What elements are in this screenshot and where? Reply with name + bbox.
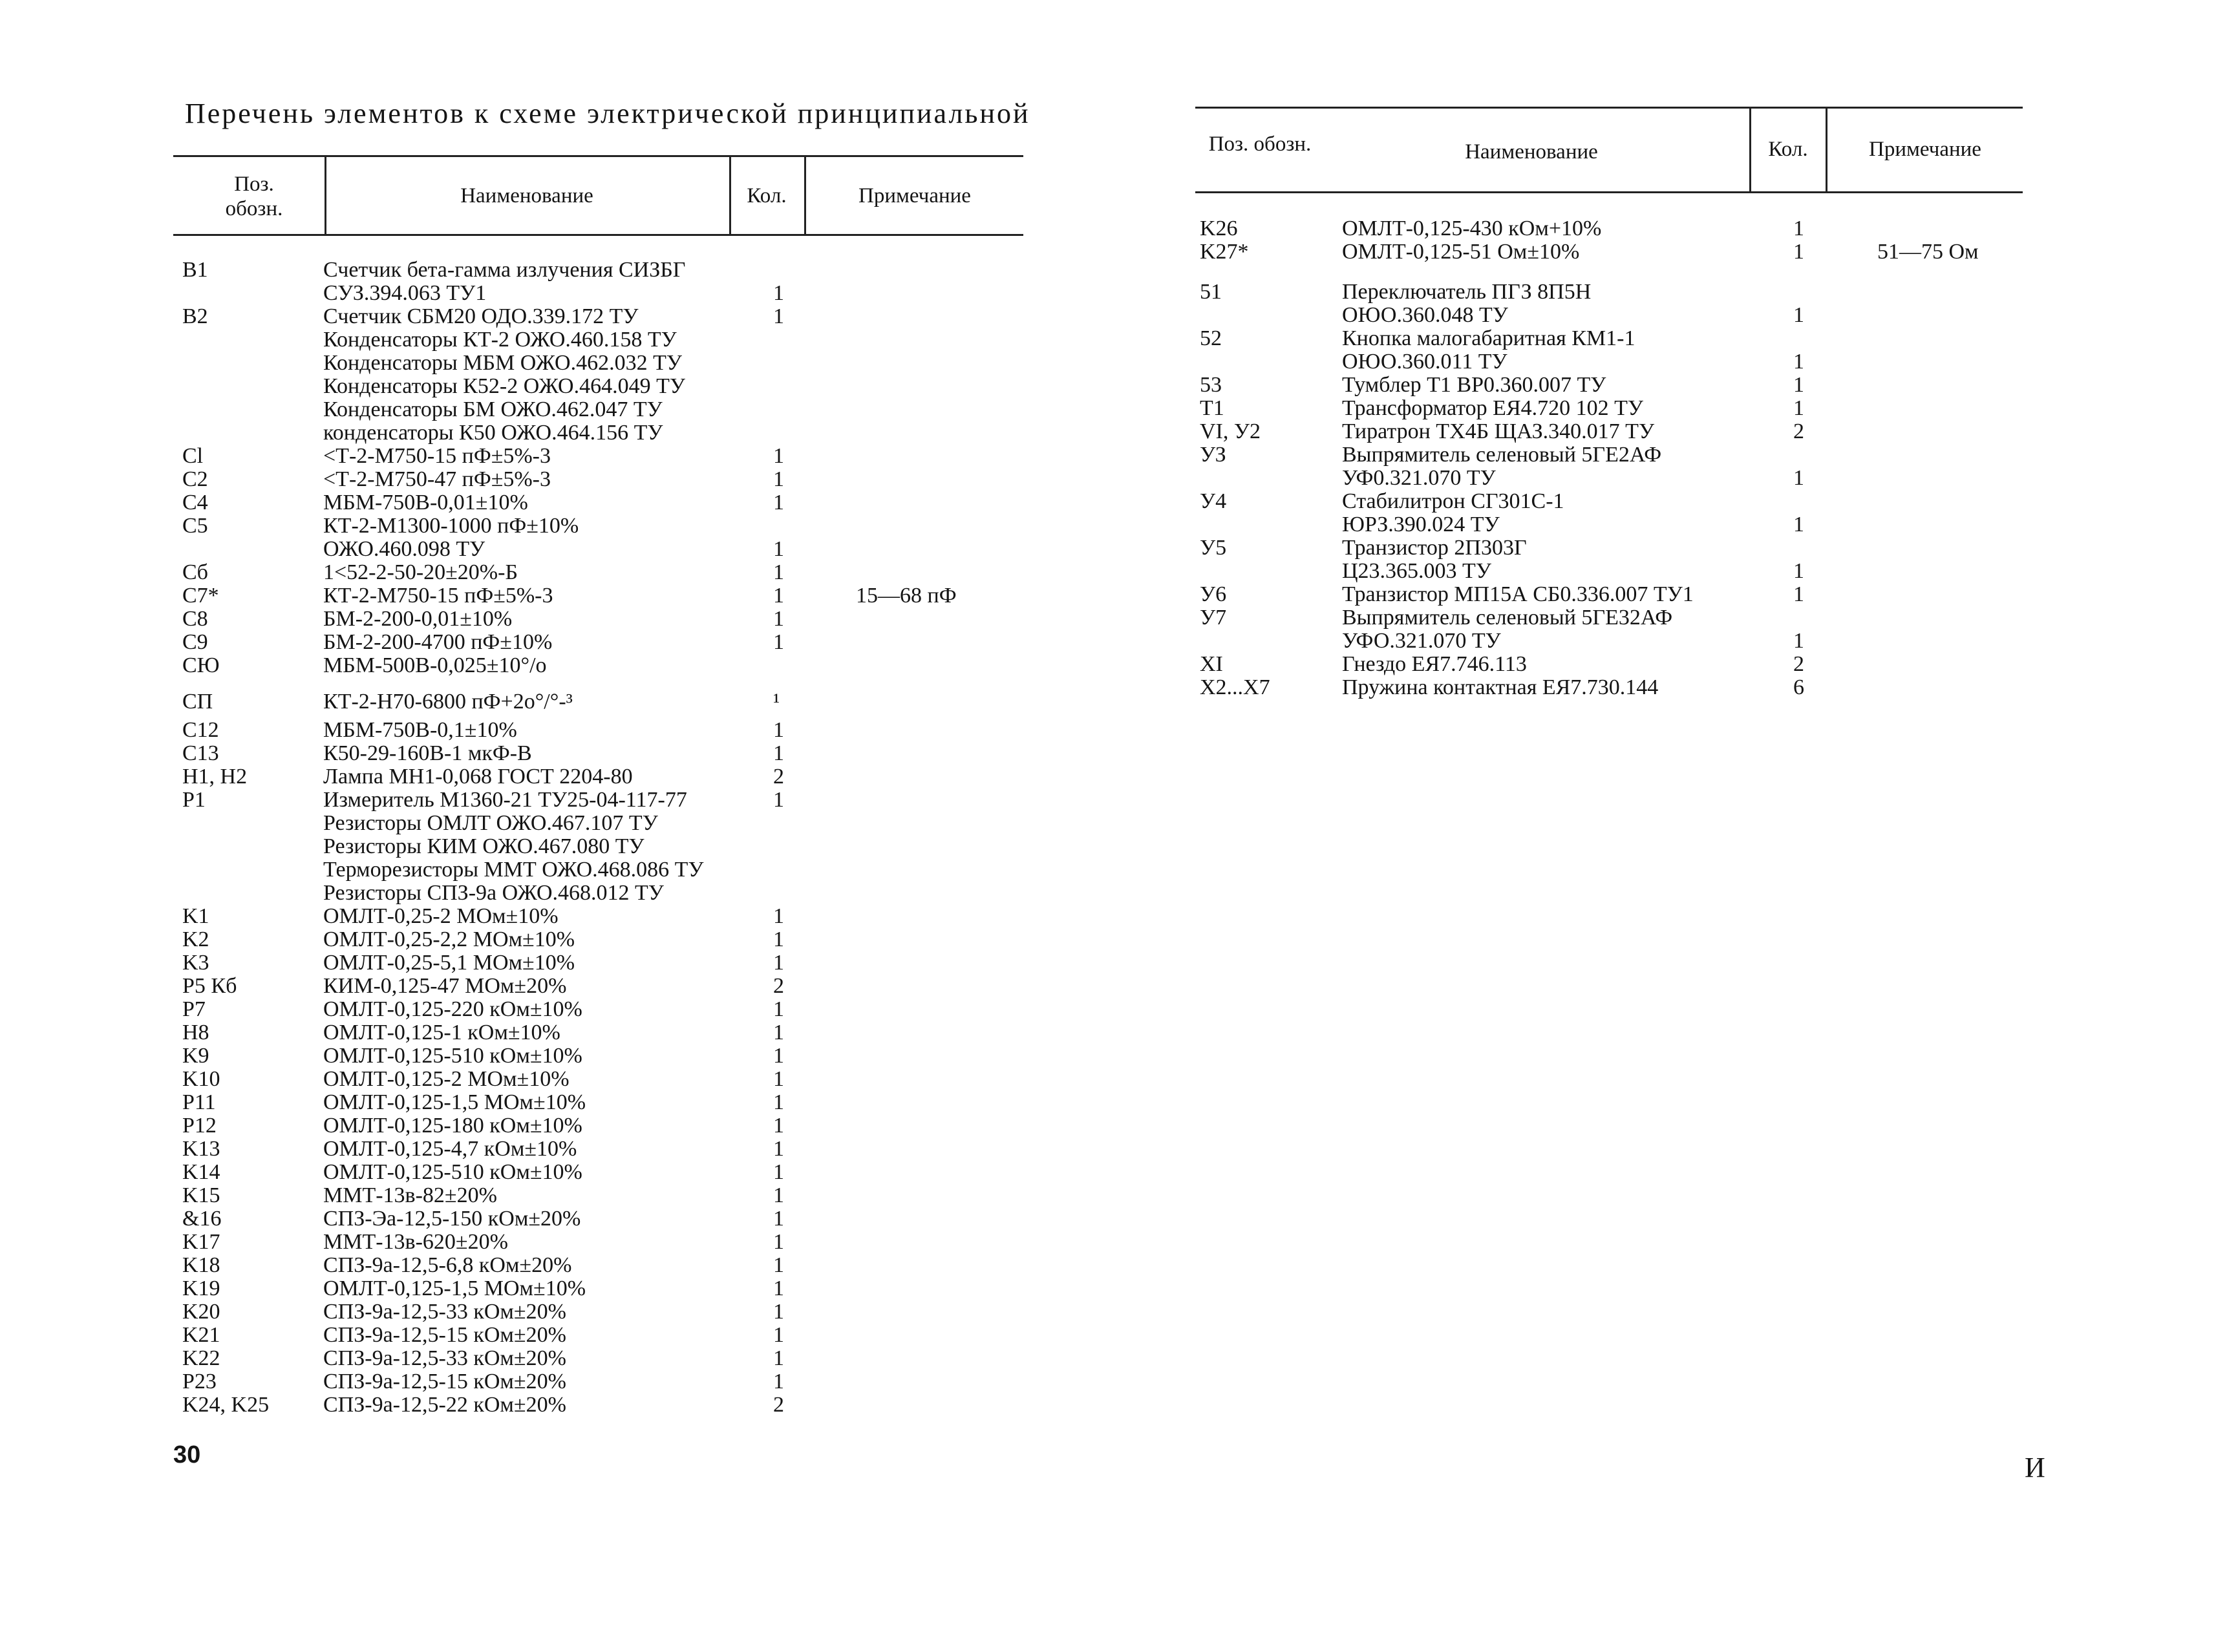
row-pos: H8 bbox=[182, 1021, 209, 1044]
row-qty: 1 bbox=[773, 788, 784, 812]
header-divider bbox=[1826, 107, 1827, 193]
row-name: Резисторы КИМ ОЖО.467.080 ТУ bbox=[323, 834, 645, 858]
header-pos: Поз. обозн. bbox=[1208, 132, 1312, 156]
row-pos: B2 bbox=[182, 304, 208, 328]
row-pos: K15 bbox=[182, 1183, 220, 1207]
row-pos: H1, H2 bbox=[182, 765, 248, 789]
row-name: Счетчик СБМ20 ОДО.339.172 ТУ bbox=[323, 304, 639, 328]
row-pos: K9 bbox=[182, 1044, 209, 1068]
row-qty: 1 bbox=[773, 951, 784, 975]
header-divider bbox=[804, 155, 806, 235]
row-name: Пружина контактная ЕЯ7.730.144 bbox=[1342, 675, 1659, 699]
row-name: КТ-2-Н70-6800 пФ+2о°/°-³ bbox=[323, 690, 573, 714]
row-name: МБМ-500В-0,025±10°/о bbox=[323, 653, 547, 677]
row-name: Тумблер Т1 ВР0.360.007 ТУ bbox=[1342, 373, 1606, 397]
row-pos: K1 bbox=[182, 904, 209, 928]
row-pos: C13 bbox=[182, 741, 219, 765]
row-pos: K3 bbox=[182, 951, 209, 975]
row-name: Выпрямитель селеновый 5ГЕ2АФ bbox=[1342, 443, 1662, 467]
row-name: ОЮО.360.048 ТУ bbox=[1342, 303, 1508, 327]
row-qty: 1 bbox=[773, 467, 784, 491]
row-name: Переключатель ПГЗ 8П5Н bbox=[1342, 280, 1592, 304]
row-pos: K21 bbox=[182, 1323, 220, 1347]
row-name: Выпрямитель селеновый 5ГЕ32АФ bbox=[1342, 606, 1673, 630]
row-pos: &16 bbox=[182, 1207, 222, 1231]
row-pos: K10 bbox=[182, 1067, 220, 1091]
row-qty: 1 bbox=[773, 1323, 784, 1347]
row-qty: 1 bbox=[773, 584, 784, 608]
row-pos: P11 bbox=[182, 1090, 216, 1114]
row-name: Кнопка малогабаритная КМ1-1 bbox=[1342, 326, 1635, 350]
row-name: ОМЛТ-0,125-430 кОм+10% bbox=[1342, 217, 1602, 240]
row-name: Транзистор МП15А СБ0.336.007 ТУ1 bbox=[1342, 582, 1694, 606]
document-title: Перечень элементов к схеме электрической принципиальной bbox=[185, 98, 1030, 129]
row-name: ОЮО.360.011 ТУ bbox=[1342, 350, 1508, 374]
row-pos: 52 bbox=[1200, 326, 1222, 350]
row-name: УФ0.321.070 ТУ bbox=[1342, 466, 1496, 490]
row-pos: XI bbox=[1200, 652, 1223, 676]
row-qty: 1 bbox=[773, 1044, 784, 1068]
row-name: БМ-2-200-4700 пФ±10% bbox=[323, 630, 553, 654]
row-qty: 1 bbox=[773, 1067, 784, 1091]
row-name: Трансформатор ЕЯ4.720 102 ТУ bbox=[1342, 396, 1643, 420]
row-pos: 51 bbox=[1200, 280, 1222, 304]
header-qty: Кол. bbox=[747, 184, 787, 207]
row-qty: 2 bbox=[1793, 652, 1804, 676]
row-pos: K22 bbox=[182, 1346, 220, 1370]
row-qty: 1 bbox=[773, 1230, 784, 1254]
row-qty: 1 bbox=[773, 444, 784, 468]
row-note: 15—68 пФ bbox=[856, 584, 957, 608]
header-note: Примечание bbox=[858, 184, 971, 207]
row-name: ММТ-13в-82±20% bbox=[323, 1183, 497, 1207]
row-pos: У4 bbox=[1200, 489, 1227, 513]
row-name: Стабилитрон СГ301С-1 bbox=[1342, 489, 1564, 513]
row-qty: 1 bbox=[1793, 350, 1804, 374]
row-pos: C12 bbox=[182, 718, 219, 742]
right-page bbox=[1108, 0, 2216, 1652]
row-pos: Cб bbox=[182, 560, 208, 584]
row-name: Счетчик бета-гамма излучения СИЗБГ bbox=[323, 258, 686, 282]
row-name: Гнездо ЕЯ7.746.113 bbox=[1342, 652, 1527, 676]
row-pos: K18 bbox=[182, 1253, 220, 1277]
row-name: ОМЛТ-0,125-4,7 кОм±10% bbox=[323, 1137, 577, 1161]
header-name: Наименование bbox=[460, 184, 593, 207]
row-name: <Т-2-М750-47 пФ±5%-3 bbox=[323, 467, 551, 491]
row-qty: 1 bbox=[1793, 396, 1804, 420]
row-pos: Cl bbox=[182, 444, 204, 468]
row-pos: K20 bbox=[182, 1300, 220, 1324]
row-name: Лампа МН1-0,068 ГОСТ 2204-80 bbox=[323, 765, 633, 789]
row-qty: 1 bbox=[1793, 513, 1804, 536]
corner-mark: И bbox=[2025, 1452, 2045, 1483]
row-pos: У5 bbox=[1200, 536, 1227, 560]
row-qty: 1 bbox=[773, 630, 784, 654]
row-qty: 1 bbox=[773, 1253, 784, 1277]
row-pos: C4 bbox=[182, 491, 208, 514]
row-pos: CП bbox=[182, 690, 213, 714]
row-name: Конденсаторы К52-2 ОЖО.464.049 ТУ bbox=[323, 374, 685, 398]
row-pos: K26 bbox=[1200, 217, 1238, 240]
row-qty: 1 bbox=[773, 281, 784, 305]
row-qty: 1 bbox=[773, 1346, 784, 1370]
row-qty: 1 bbox=[773, 904, 784, 928]
row-name: ОМЛТ-0,125-1,5 МОм±10% bbox=[323, 1090, 586, 1114]
row-name: <Т-2-М750-15 пФ±5%-3 bbox=[323, 444, 551, 468]
row-qty: 1 bbox=[773, 304, 784, 328]
row-name: ОМЛТ-0,125-51 Ом±10% bbox=[1342, 240, 1580, 264]
row-pos: B1 bbox=[182, 258, 208, 282]
row-name: ММТ-13в-620±20% bbox=[323, 1230, 508, 1254]
row-pos: K19 bbox=[182, 1276, 220, 1300]
row-name: ЮРЗ.390.024 ТУ bbox=[1342, 513, 1500, 536]
row-qty: 1 bbox=[773, 1276, 784, 1300]
row-name: Тиратрон ТХ4Б ЩАЗ.340.017 ТУ bbox=[1342, 419, 1655, 443]
row-name: СПЗ-9а-12,5-6,8 кОм±20% bbox=[323, 1253, 572, 1277]
row-pos: VI, У2 bbox=[1200, 419, 1261, 443]
row-pos: УЗ bbox=[1200, 443, 1226, 467]
row-name: СУЗ.394.063 ТУ1 bbox=[323, 281, 487, 305]
row-name: конденсаторы К50 ОЖО.464.156 ТУ bbox=[323, 421, 663, 445]
row-qty: 1 bbox=[1793, 559, 1804, 583]
row-name: ОЖО.460.098 ТУ bbox=[323, 537, 485, 561]
row-qty: 1 bbox=[773, 1160, 784, 1184]
row-name: Конденсаторы БМ ОЖО.462.047 ТУ bbox=[323, 397, 663, 421]
row-note: 51—75 Ом bbox=[1877, 240, 1979, 264]
row-qty: 1 bbox=[773, 1090, 784, 1114]
row-name: ОМЛТ-0,25-2,2 МОм±10% bbox=[323, 927, 575, 951]
row-name: Терморезисторы ММТ ОЖО.468.086 ТУ bbox=[323, 858, 704, 882]
row-qty: 1 bbox=[1793, 373, 1804, 397]
row-name: СПЗ-9а-12,5-33 кОм±20% bbox=[323, 1346, 566, 1370]
row-qty: 2 bbox=[773, 765, 784, 789]
row-name: СПЗ-9а-12,5-15 кОм±20% bbox=[323, 1370, 566, 1393]
row-pos: C2 bbox=[182, 467, 208, 491]
row-pos: K24, K25 bbox=[182, 1393, 270, 1417]
row-qty: ¹ bbox=[773, 690, 780, 714]
table-top-rule bbox=[1195, 107, 2023, 109]
row-pos: K13 bbox=[182, 1137, 220, 1161]
row-name: ОМЛТ-0,125-510 кОм±10% bbox=[323, 1044, 582, 1068]
row-name: Ц23.365.003 ТУ bbox=[1342, 559, 1491, 583]
row-qty: 6 bbox=[1793, 675, 1804, 699]
row-qty: 1 bbox=[773, 1021, 784, 1044]
row-pos: T1 bbox=[1200, 396, 1224, 420]
row-pos: P5 Кб bbox=[182, 974, 237, 998]
row-qty: 1 bbox=[1793, 303, 1804, 327]
row-qty: 2 bbox=[773, 1393, 784, 1417]
row-name: МБМ-750В-0,1±10% bbox=[323, 718, 517, 742]
row-pos: P23 bbox=[182, 1370, 217, 1393]
row-pos: P12 bbox=[182, 1114, 217, 1138]
header-qty: Кол. bbox=[1768, 138, 1808, 161]
header-divider bbox=[325, 155, 326, 235]
page-number: 30 bbox=[173, 1441, 201, 1468]
row-name: СПЗ-9а-12,5-33 кОм±20% bbox=[323, 1300, 566, 1324]
row-pos: C8 bbox=[182, 607, 208, 631]
row-name: ОМЛТ-0,125-1,5 МОм±10% bbox=[323, 1276, 586, 1300]
table-header-rule bbox=[173, 234, 1023, 236]
row-qty: 1 bbox=[773, 927, 784, 951]
row-name: 1<52-2-50-20±20%-Б bbox=[323, 560, 518, 584]
row-qty: 1 bbox=[1793, 582, 1804, 606]
row-name: ОМЛТ-0,125-220 кОм±10% bbox=[323, 997, 582, 1021]
row-name: Конденсаторы МБМ ОЖО.462.032 ТУ bbox=[323, 351, 682, 375]
row-pos: P1 bbox=[182, 788, 206, 812]
row-qty: 2 bbox=[773, 974, 784, 998]
row-pos: У7 bbox=[1200, 606, 1227, 630]
row-qty: 1 bbox=[773, 718, 784, 742]
row-name: ОМЛТ-0,125-2 МОм±10% bbox=[323, 1067, 570, 1091]
row-pos: P7 bbox=[182, 997, 206, 1021]
row-pos: 53 bbox=[1200, 373, 1222, 397]
row-qty: 1 bbox=[773, 560, 784, 584]
row-qty: 1 bbox=[773, 741, 784, 765]
row-qty: 1 bbox=[773, 1183, 784, 1207]
row-name: Конденсаторы КТ-2 ОЖО.460.158 ТУ bbox=[323, 328, 677, 352]
header-divider bbox=[1749, 107, 1751, 193]
row-pos: K17 bbox=[182, 1230, 220, 1254]
row-name: КТ-2-М1300-1000 пФ±10% bbox=[323, 514, 579, 538]
header-name: Наименование bbox=[1465, 140, 1598, 164]
row-qty: 1 bbox=[773, 1300, 784, 1324]
row-qty: 1 bbox=[773, 1137, 784, 1161]
table-top-rule bbox=[173, 155, 1023, 157]
row-pos: C9 bbox=[182, 630, 208, 654]
row-qty: 1 bbox=[773, 491, 784, 514]
row-qty: 1 bbox=[773, 537, 784, 561]
table-header-rule bbox=[1195, 191, 2023, 193]
row-pos: K2 bbox=[182, 927, 209, 951]
row-qty: 1 bbox=[773, 1370, 784, 1393]
row-qty: 1 bbox=[1793, 217, 1804, 240]
row-name: БМ-2-200-0,01±10% bbox=[323, 607, 513, 631]
row-name: Транзистор 2П303Г bbox=[1342, 536, 1527, 560]
row-pos: K14 bbox=[182, 1160, 220, 1184]
row-pos: У6 bbox=[1200, 582, 1227, 606]
row-pos: C7* bbox=[182, 584, 219, 608]
row-qty: 1 bbox=[773, 1114, 784, 1138]
row-name: МБМ-750В-0,01±10% bbox=[323, 491, 528, 514]
row-name: СПЗ-9а-12,5-15 кОм±20% bbox=[323, 1323, 566, 1347]
header-note: Примечание bbox=[1869, 138, 1981, 161]
row-qty: 1 bbox=[1793, 466, 1804, 490]
row-name: ОМЛТ-0,125-510 кОм±10% bbox=[323, 1160, 582, 1184]
row-name: Резисторы СПЗ-9а ОЖО.468.012 ТУ bbox=[323, 881, 664, 905]
row-name: УФО.321.070 ТУ bbox=[1342, 629, 1501, 653]
row-qty: 2 bbox=[1793, 419, 1804, 443]
row-name: ОМЛТ-0,125-1 кОм±10% bbox=[323, 1021, 560, 1044]
row-qty: 1 bbox=[773, 1207, 784, 1231]
row-qty: 1 bbox=[1793, 629, 1804, 653]
row-name: ОМЛТ-0,25-2 МОм±10% bbox=[323, 904, 559, 928]
header-pos: Поз. обозн. bbox=[225, 173, 283, 220]
row-pos: K27* bbox=[1200, 240, 1249, 264]
row-name: ОМЛТ-0,25-5,1 МОм±10% bbox=[323, 951, 575, 975]
row-name: КТ-2-М750-15 пФ±5%-3 bbox=[323, 584, 553, 608]
row-pos: CЮ bbox=[182, 653, 220, 677]
row-name: ОМЛТ-0,125-180 кОм±10% bbox=[323, 1114, 582, 1138]
row-name: Резисторы ОМЛТ ОЖО.467.107 ТУ bbox=[323, 811, 658, 835]
row-pos: X2...X7 bbox=[1200, 675, 1270, 699]
row-qty: 1 bbox=[1793, 240, 1804, 264]
row-qty: 1 bbox=[773, 607, 784, 631]
row-name: Измеритель М1360-21 ТУ25-04-117-77 bbox=[323, 788, 687, 812]
row-name: СПЗ-9а-12,5-22 кОм±20% bbox=[323, 1393, 566, 1417]
row-name: СПЗ-Эа-12,5-150 кОм±20% bbox=[323, 1207, 581, 1231]
row-qty: 1 bbox=[773, 997, 784, 1021]
row-pos: C5 bbox=[182, 514, 208, 538]
row-name: КИМ-0,125-47 МОм±20% bbox=[323, 974, 567, 998]
row-name: К50-29-160В-1 мкФ-В bbox=[323, 741, 532, 765]
